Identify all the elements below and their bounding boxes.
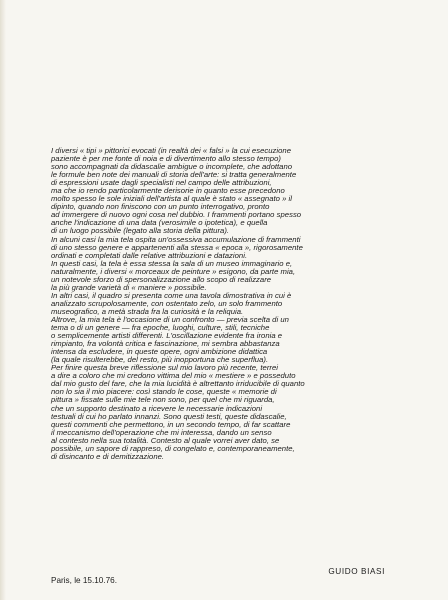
text-line: un notevole sforzo di spersonalizzazione allo scopo di realizzare xyxy=(51,274,272,284)
text-line: o semplicemente artisti differenti. L'oscillazione evidente fra ironia e xyxy=(51,331,283,341)
text-line: pittura » fissate sulle mie tele non sono, per quel che mi riguarda, xyxy=(51,395,275,405)
text-line: possibile, un sapore di rappreso, di congelato e, contemporaneamente, xyxy=(51,443,295,453)
text-line: di un luogo possibile (legato alla storia della pittura). xyxy=(51,226,230,236)
text-line: Altrove, la mia tela è l'occasione di un confronto — previa scelta di un xyxy=(51,314,289,324)
text-line: testuali di cui ho parlato innanzi. Sono questi testi, queste didascalie, xyxy=(51,411,287,421)
text-line: anche l'indicazione di una data (verosimile o ipotetica), e quella xyxy=(51,218,268,228)
text-line: di uno stesso genere e appartenenti alla stessa « epoca », rigorosamente xyxy=(51,242,303,252)
text-line: Per finire questa breve riflessione sul mio lavoro più recente, terrei xyxy=(51,363,279,373)
place-date: Paris, le 15.10.76. xyxy=(51,576,117,585)
page-edge xyxy=(0,0,6,600)
text-line: dipinto, quando non finiscono con un punto interrogativo, pronto xyxy=(51,202,270,212)
text-line: di disincanto e di demitizzazione. xyxy=(51,451,165,461)
text-line: molto spesso le sole iniziali dell'artista al quale è stato « assegnato » il xyxy=(51,194,293,204)
text-line: In altri casi, il quadro si presenta come una tavola dimostrativa in cui è xyxy=(51,290,292,300)
text-line: sono accompagnati da didascalie ambigue o incomplete, che adottano xyxy=(51,162,293,172)
text-line: analizzato scrupolosamente, con ostentato zelo, un solo frammento xyxy=(51,298,283,308)
text-line: tema o di un genere — fra epoche, luoghi, culture, stili, tecniche xyxy=(51,323,270,333)
text-line: naturalmente, i diversi « morceaux de peinture » esigono, da parte mia, xyxy=(51,266,296,276)
text-line: intensa da escludere, in queste opere, ogni ambizione didattica xyxy=(51,347,268,357)
text-line: rimpianto, fra volontà critica e fascinazione, mi sembra abbastanza xyxy=(51,339,280,349)
text-line: non lo sia il mio piacere: così stando le cose, queste « memorie di xyxy=(51,387,277,397)
text-line: a dire a coloro che mi credono vittima del mio « mestiere » e posseduto xyxy=(51,371,296,381)
text-line: museografico, a metà strada fra la curiosità e la reliquia. xyxy=(51,306,244,316)
text-line: In questi casi, la tela è essa stessa la sala di un museo immaginario e, xyxy=(51,258,293,268)
text-line: di espressioni usate dagli specialisti nel campo delle attribuzioni, xyxy=(51,178,272,188)
text-line: la più grande varietà di « maniere » possibile. xyxy=(51,282,207,292)
text-line: ma che io rendo particolarmente derisorie in quanto esse precedono xyxy=(51,186,285,196)
text-line: (la quale risulterebbe, del resto, più inopportuna che superflua). xyxy=(51,355,269,365)
author-signature: GUIDO BIASI xyxy=(328,567,385,576)
text-line: In alcuni casi la mia tela ospita un'ossessiva accumulazione di frammenti xyxy=(51,234,301,244)
text-line: ordinati e completati dalle relative attribuzioni e datazioni. xyxy=(51,250,248,260)
text-line: dal mio gusto del fare, che la mia lucidità è altrettanto irriducibile di quanto xyxy=(51,379,305,389)
text-line: che un supporto destinato a ricevere le necessarie indicazioni xyxy=(51,403,263,413)
text-line: le formule ben note dei manuali di storia dell'arte: si tratta generalmente xyxy=(51,170,297,180)
text-line: questi commenti che permettono, in un secondo tempo, di far scattare xyxy=(51,419,291,429)
text-line: paziente è per me fonte di noia e di divertimento allo stesso tempo) xyxy=(51,154,281,164)
text-line: I diversi « tipi » pittorici evocati (in realtà dei « falsi » la cui esecuzione xyxy=(51,146,292,155)
essay-text xyxy=(51,147,397,461)
text-line: al contesto nella sua totalità. Contesto al quale vorrei aver dato, se xyxy=(51,435,280,445)
text-line: il meccanismo dell'operazione che mi interessa, dando un senso xyxy=(51,427,272,437)
text-line: ad immergere di nuovo ogni cosa nel dubbio. I frammenti portano spesso xyxy=(51,210,302,220)
